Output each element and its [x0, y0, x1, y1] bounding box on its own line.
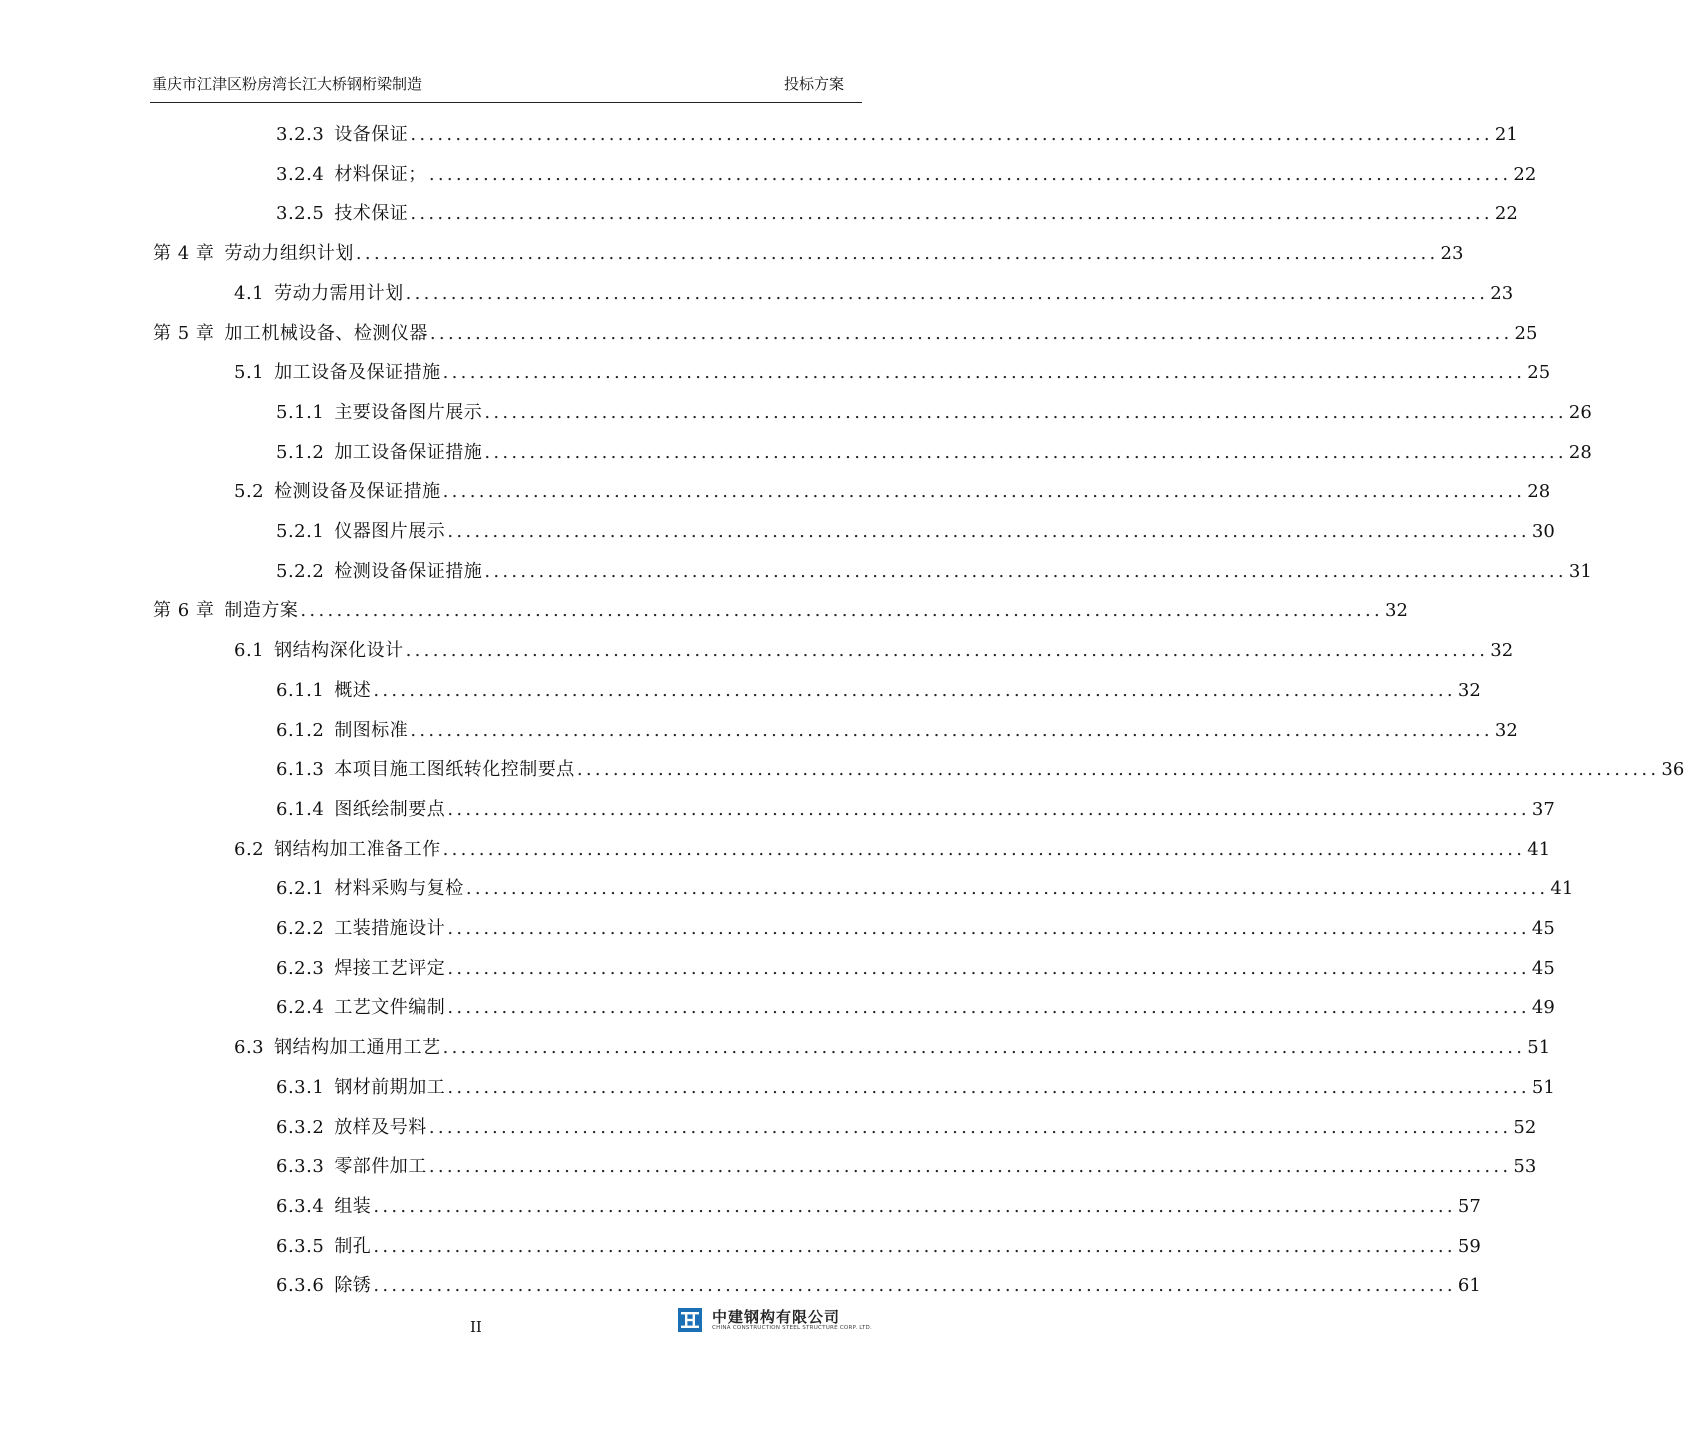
toc-entry-number: 6.3.5	[276, 1235, 325, 1257]
toc-entry-page: 59	[1457, 1235, 1481, 1257]
footer-page-number: II	[470, 1318, 482, 1336]
toc-entry-number: 6.2.1	[276, 878, 325, 900]
toc-entry-title	[276, 1115, 427, 1141]
toc-entry-text: 设备保证	[334, 124, 409, 145]
toc-entry-text: 焊接工艺评定	[334, 957, 446, 979]
toc-entry-number: 第 5 章	[153, 322, 215, 344]
toc-entry-page: 32	[1494, 719, 1518, 741]
toc-entry[interactable]	[276, 876, 1574, 902]
toc-entry-page: 26	[1568, 401, 1592, 423]
toc-entry-text: 钢材前期加工	[334, 1076, 446, 1098]
toc-entry-title	[276, 718, 408, 744]
toc-entry-page: 57	[1457, 1195, 1481, 1217]
toc-entry-page: 25	[1514, 322, 1538, 344]
toc-leader-dots: ........................................................................................................................	[484, 441, 1567, 463]
toc-entry-title	[276, 797, 445, 823]
toc-entry-page: 37	[1531, 798, 1555, 820]
toc-entry-text: 钢结构深化设计	[274, 640, 404, 662]
toc-entry[interactable]	[234, 360, 1551, 386]
toc-entry-page: 36	[1661, 759, 1684, 781]
toc-entry[interactable]	[276, 956, 1555, 982]
toc-entry-page: 61	[1457, 1275, 1481, 1297]
toc-entry-number: 4.1	[234, 282, 265, 304]
toc-entry-text: 工装措施设计	[334, 918, 446, 939]
toc-entry-title	[276, 1194, 371, 1220]
toc-entry-number: 6.2	[234, 838, 265, 860]
toc-entry-text: 图纸绘制要点	[334, 798, 446, 820]
toc-entry-number: 5.1.1	[276, 401, 325, 423]
toc-entry[interactable]	[276, 519, 1555, 545]
toc-entry-title	[276, 876, 464, 902]
toc-entry-title	[234, 1035, 441, 1061]
toc-entry-number: 6.1.3	[276, 759, 325, 781]
toc-entry[interactable]	[276, 1273, 1481, 1299]
toc-leader-dots: ........................................................................................................................	[373, 679, 1456, 701]
toc-entry[interactable]	[276, 678, 1481, 704]
toc-entry[interactable]	[234, 837, 1551, 863]
toc-entry[interactable]	[276, 916, 1555, 942]
toc-entry-text: 制孔	[334, 1235, 372, 1257]
toc-entry-text: 加工设备及保证措施	[274, 362, 441, 384]
company-name-en: CHINA CONSTRUCTION STEEL STRUCTURE CORP. LTD.	[712, 1325, 872, 1331]
header-doc-type: 投标方案	[783, 75, 844, 93]
toc-leader-dots: ........................................................................................................................	[428, 1156, 1512, 1178]
toc-entry-page: 21	[1494, 124, 1518, 145]
toc-entry-text: 制图标准	[334, 719, 409, 741]
toc-entry-text: 材料保证；	[334, 163, 427, 185]
toc-leader-dots: ........................................................................................................................	[465, 878, 1549, 900]
toc-leader-dots: ........................................................................................................................	[484, 401, 1567, 423]
toc-entry-page: 32	[1457, 679, 1481, 701]
toc-entry-text: 钢结构加工通用工艺	[274, 1037, 441, 1059]
toc-entry[interactable]	[276, 718, 1518, 744]
toc-leader-dots: ........................................................................................................................	[447, 957, 1530, 979]
toc-entry-number: 6.2.3	[276, 957, 325, 979]
company-name: 中建钢构有限公司	[712, 1308, 841, 1326]
toc-entry[interactable]	[234, 1035, 1551, 1061]
toc-entry-title	[276, 440, 482, 466]
toc-leader-dots: ........................................................................................................................	[373, 1195, 1456, 1217]
company-logo	[678, 1306, 872, 1336]
toc-entry-number: 6.2.2	[276, 918, 325, 939]
toc-entry[interactable]	[276, 1194, 1481, 1220]
toc-entry-title	[276, 1234, 371, 1260]
toc-entry-page: 23	[1440, 243, 1464, 265]
toc-leader-dots: ........................................................................................................................	[429, 322, 1513, 344]
toc-entry[interactable]	[276, 440, 1592, 466]
toc-leader-dots: ........................................................................................................................	[410, 124, 1493, 145]
toc-entry-number: 6.3.4	[276, 1195, 325, 1217]
toc-entry-page: 41	[1527, 838, 1551, 860]
toc-entry-text: 仪器图片展示	[334, 521, 446, 542]
toc-entry[interactable]	[153, 598, 1408, 624]
toc-entry-title	[276, 1154, 427, 1180]
toc-entry-text: 检测设备及保证措施	[274, 481, 441, 503]
toc-entry-title	[276, 122, 408, 148]
toc-entry-page: 28	[1568, 441, 1592, 463]
page-header	[150, 62, 862, 103]
toc-leader-dots: ........................................................................................................................	[405, 640, 1489, 662]
toc-entry-text: 概述	[334, 679, 372, 701]
toc-entry-page: 25	[1527, 362, 1551, 384]
toc-leader-dots: ........................................................................................................................	[576, 759, 1660, 781]
toc-leader-dots: ........................................................................................................................	[373, 1235, 1456, 1257]
toc-entry-title	[276, 1075, 445, 1101]
company-logo-icon	[678, 1308, 702, 1332]
toc-entry-title	[276, 678, 371, 704]
toc-leader-dots: ........................................................................................................................	[447, 1076, 1530, 1098]
toc-entry-text: 放样及号料	[334, 1116, 427, 1138]
toc-leader-dots: ........................................................................................................................	[447, 918, 1530, 939]
toc-entry-title	[276, 559, 482, 585]
toc-entry-number: 6.1.1	[276, 679, 325, 701]
toc-entry-page: 28	[1527, 481, 1551, 503]
toc-entry[interactable]	[276, 757, 1684, 783]
toc-entry-title	[276, 956, 445, 982]
toc-entry-number: 6.3.1	[276, 1076, 325, 1098]
toc-entry-text: 制造方案	[224, 600, 299, 622]
toc-entry-title	[276, 201, 408, 227]
toc-entry[interactable]	[276, 559, 1592, 585]
toc-entry-number: 6.3.3	[276, 1156, 325, 1178]
toc-leader-dots: ........................................................................................................................	[442, 362, 1526, 384]
toc-entry-number: 5.2.1	[276, 521, 325, 542]
toc-entry-title	[276, 757, 575, 783]
toc-entry-number: 3.2.3	[276, 124, 325, 145]
toc-entry-text: 加工机械设备、检测仪器	[224, 322, 428, 344]
toc-leader-dots: ........................................................................................................................	[447, 521, 1530, 542]
toc-entry-title	[153, 241, 354, 267]
toc-leader-dots: ........................................................................................................................	[355, 243, 1439, 265]
toc-entry-number: 5.1	[234, 362, 265, 384]
toc-entry-number: 6.1.4	[276, 798, 325, 820]
toc-entry[interactable]	[276, 995, 1555, 1021]
toc-entry-text: 工艺文件编制	[334, 997, 446, 1019]
toc-entry[interactable]	[276, 201, 1518, 227]
toc-leader-dots: ........................................................................................................................	[410, 203, 1493, 225]
toc-entry-page: 45	[1531, 957, 1555, 979]
toc-leader-dots: ........................................................................................................................	[442, 1037, 1526, 1059]
toc-entry-page: 53	[1513, 1156, 1537, 1178]
toc-entry[interactable]	[234, 281, 1514, 307]
toc-entry-text: 零部件加工	[334, 1156, 427, 1178]
toc-leader-dots: ........................................................................................................................	[484, 560, 1567, 582]
toc-entry-title	[153, 321, 428, 347]
toc-entry-number: 5.2	[234, 481, 265, 503]
toc-entry-number: 3.2.4	[276, 163, 325, 185]
toc-entry[interactable]	[276, 400, 1592, 426]
toc-leader-dots: ........................................................................................................................	[405, 282, 1489, 304]
toc-leader-dots: ........................................................................................................................	[410, 719, 1493, 741]
toc-entry-number: 6.3.2	[276, 1116, 325, 1138]
toc-entry[interactable]	[276, 1115, 1537, 1141]
toc-leader-dots: ........................................................................................................................	[442, 838, 1526, 860]
toc-entry-page: 51	[1527, 1037, 1551, 1059]
header-project-title: 重庆市江津区粉房湾长江大桥钢桁梁制造	[152, 75, 423, 93]
toc-entry-title	[234, 360, 441, 386]
toc-entry-title	[234, 837, 441, 863]
toc-entry-text: 材料采购与复检	[334, 878, 464, 900]
toc-entry-page: 22	[1513, 163, 1537, 185]
toc-entry-title	[276, 400, 482, 426]
toc-leader-dots: ........................................................................................................................	[428, 1116, 1512, 1138]
toc-entry[interactable]	[234, 479, 1551, 505]
toc-entry-page: 22	[1494, 203, 1518, 225]
toc-entry-title	[276, 519, 445, 545]
toc-entry-text: 技术保证	[334, 203, 409, 225]
toc-leader-dots: ........................................................................................................................	[428, 163, 1512, 185]
toc-leader-dots: ........................................................................................................................	[373, 1275, 1456, 1297]
toc-entry-text: 检测设备保证措施	[334, 560, 483, 582]
toc-entry-title	[276, 916, 445, 942]
toc-entry-page: 52	[1513, 1116, 1537, 1138]
toc-leader-dots: ........................................................................................................................	[447, 997, 1530, 1019]
toc-entry-title	[276, 1273, 371, 1299]
toc-entry-title	[234, 479, 441, 505]
toc-entry[interactable]	[276, 797, 1555, 823]
toc-entry-title	[276, 162, 427, 188]
toc-entry-number: 6.1.2	[276, 719, 325, 741]
toc-entry-number: 5.1.2	[276, 441, 325, 463]
toc-entry-text: 组装	[334, 1195, 372, 1217]
toc-entry-number: 6.2.4	[276, 997, 325, 1019]
toc-entry-text: 劳动力需用计划	[274, 282, 404, 304]
toc-entry-page: 31	[1568, 560, 1592, 582]
toc-entry-page: 30	[1531, 521, 1555, 542]
toc-leader-dots: ........................................................................................................................	[300, 600, 1384, 622]
toc-leader-dots: ........................................................................................................................	[447, 798, 1530, 820]
toc-entry[interactable]	[276, 162, 1537, 188]
toc-entry-number: 5.2.2	[276, 560, 325, 582]
toc-entry[interactable]	[276, 1075, 1555, 1101]
toc-entry-number: 6.3	[234, 1037, 265, 1059]
toc-entry-text: 加工设备保证措施	[334, 441, 483, 463]
toc-entry-title	[234, 638, 404, 664]
toc-entry-page: 41	[1550, 878, 1574, 900]
toc-entry[interactable]	[153, 321, 1538, 347]
toc-entry-title	[153, 598, 298, 624]
toc-entry-number: 6.1	[234, 640, 265, 662]
toc-entry[interactable]	[276, 1234, 1481, 1260]
toc-entry-text: 除锈	[334, 1275, 372, 1297]
toc-entry-title	[276, 995, 445, 1021]
toc-entry-page: 45	[1531, 918, 1555, 939]
toc-entry[interactable]	[276, 122, 1518, 148]
toc-entry-title	[234, 281, 404, 307]
toc-entry-text: 本项目施工图纸转化控制要点	[334, 759, 575, 781]
toc-entry-number: 第 6 章	[153, 600, 215, 622]
toc-entry-text: 钢结构加工准备工作	[274, 838, 441, 860]
toc-entry-page: 51	[1531, 1076, 1555, 1098]
toc-entry[interactable]	[276, 1154, 1537, 1180]
toc-leader-dots: ........................................................................................................................	[442, 481, 1526, 503]
toc-entry-page: 32	[1385, 600, 1408, 622]
toc-entry[interactable]	[153, 241, 1464, 267]
toc-entry-text: 劳动力组织计划	[224, 243, 354, 265]
toc-entry-number: 6.3.6	[276, 1275, 325, 1297]
toc-entry-number: 第 4 章	[153, 243, 215, 265]
toc-entry-number: 3.2.5	[276, 203, 325, 225]
toc-entry-page: 49	[1531, 997, 1555, 1019]
toc-entry-page: 23	[1490, 282, 1514, 304]
toc-entry[interactable]	[234, 638, 1514, 664]
toc-entry-page: 32	[1490, 640, 1514, 662]
toc-entry-text: 主要设备图片展示	[334, 401, 483, 423]
